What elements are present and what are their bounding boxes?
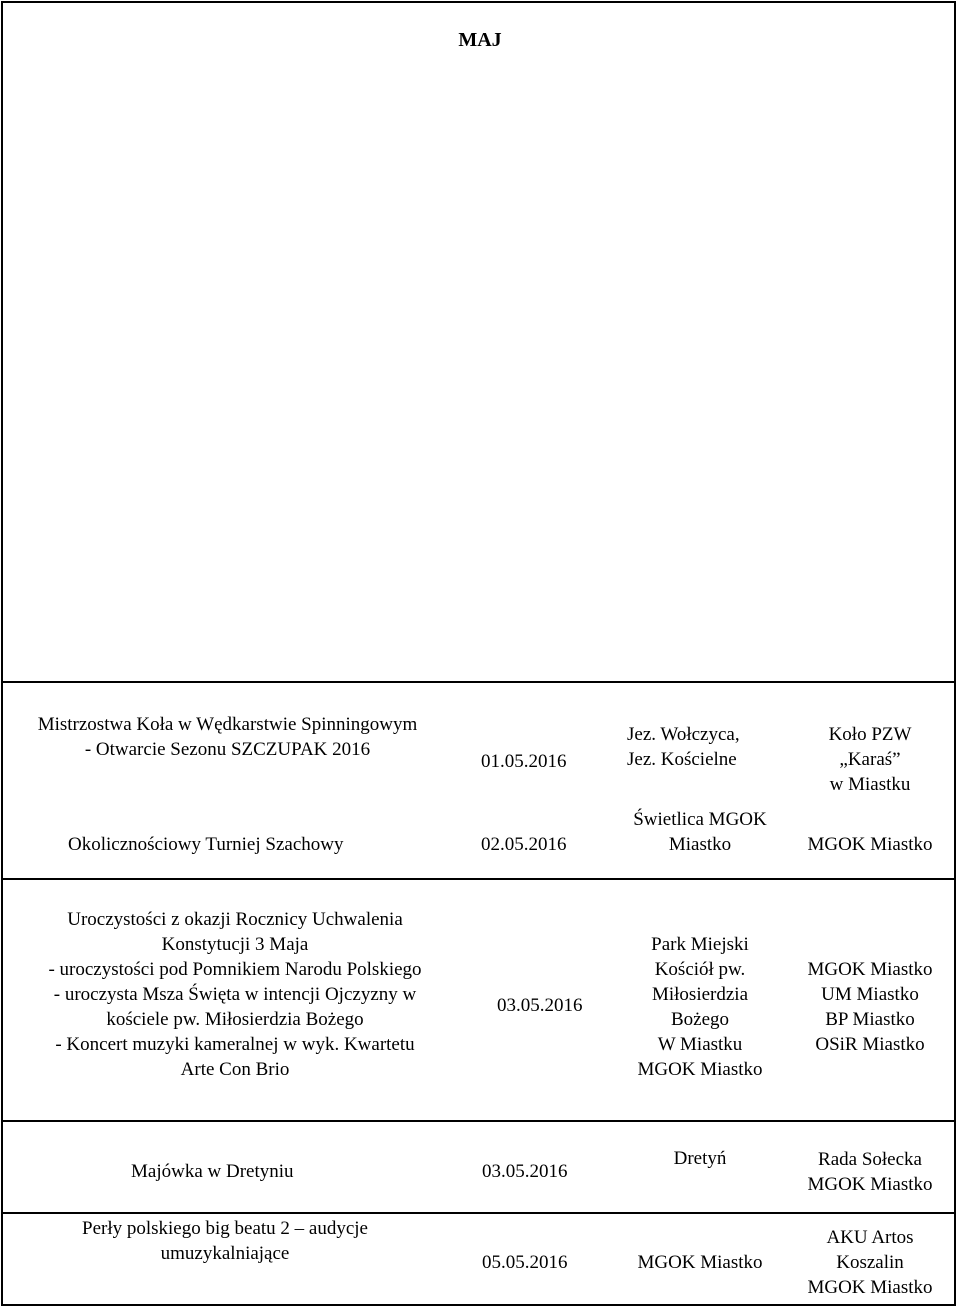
- table-row-4-place: Dretyń: [673, 1148, 727, 1169]
- table-row-2-organizer: MGOK Miastko: [807, 834, 933, 855]
- table-row-1-organizer: Koło PZW „Karaś” w Miastku: [828, 724, 912, 795]
- table-row-5-place: MGOK Miastko: [637, 1252, 763, 1273]
- table-row-5-date: 05.05.2016: [482, 1252, 568, 1273]
- table-row-2-date: 02.05.2016: [481, 834, 567, 855]
- table-row-1-event: Mistrzostwa Koła w Wędkarstwie Spinningowym - Otwarcie Sezonu SZCZUPAK 2016: [37, 714, 418, 760]
- month-title: MAJ: [458, 29, 502, 51]
- row-divider: [1, 1212, 956, 1214]
- table-row-1-date: 01.05.2016: [481, 751, 567, 772]
- row-divider: [1, 1120, 956, 1122]
- page-frame: [1, 1, 956, 1306]
- row-divider: [1, 878, 956, 880]
- table-row-3-event: Uroczystości z okazji Rocznicy Uchwalenia Konstytucji 3 Maja - uroczystości pod Pomnikiem Narodu Polskiego - uroczysta Msza Święta w intencji Ojczyzny w kościele pw. Miłosierdzia Bożego - Koncert muzyki kameralnej w wyk. Kwartetu Arte Con Brio: [48, 909, 422, 1080]
- table-row-2-place: Świetlica MGOK Miastko: [633, 809, 767, 855]
- table-row-3-organizer: MGOK Miastko UM Miastko BP Miastko OSiR Miastko: [807, 959, 933, 1055]
- table-row-5-event: Perły polskiego big beatu 2 – audycje umuzykalniające: [82, 1218, 368, 1264]
- table-row-3-date: 03.05.2016: [497, 995, 583, 1016]
- table-row-1-place: Jez. Wołczyca, Jez. Kościelne: [627, 724, 740, 770]
- table-row-4-organizer: Rada Sołecka MGOK Miastko: [807, 1149, 933, 1195]
- table-row-5-organizer: AKU Artos Koszalin MGOK Miastko: [807, 1227, 933, 1298]
- table-row-4-event: Majówka w Dretyniu: [131, 1161, 294, 1182]
- table-row-3-place: Park Miejski Kościół pw. Miłosierdzia Bożego W Miastku MGOK Miastko: [637, 934, 763, 1080]
- table-row-2-event: Okolicznościowy Turniej Szachowy: [68, 834, 344, 855]
- row-divider: [1, 681, 956, 683]
- table-row-4-date: 03.05.2016: [482, 1161, 568, 1182]
